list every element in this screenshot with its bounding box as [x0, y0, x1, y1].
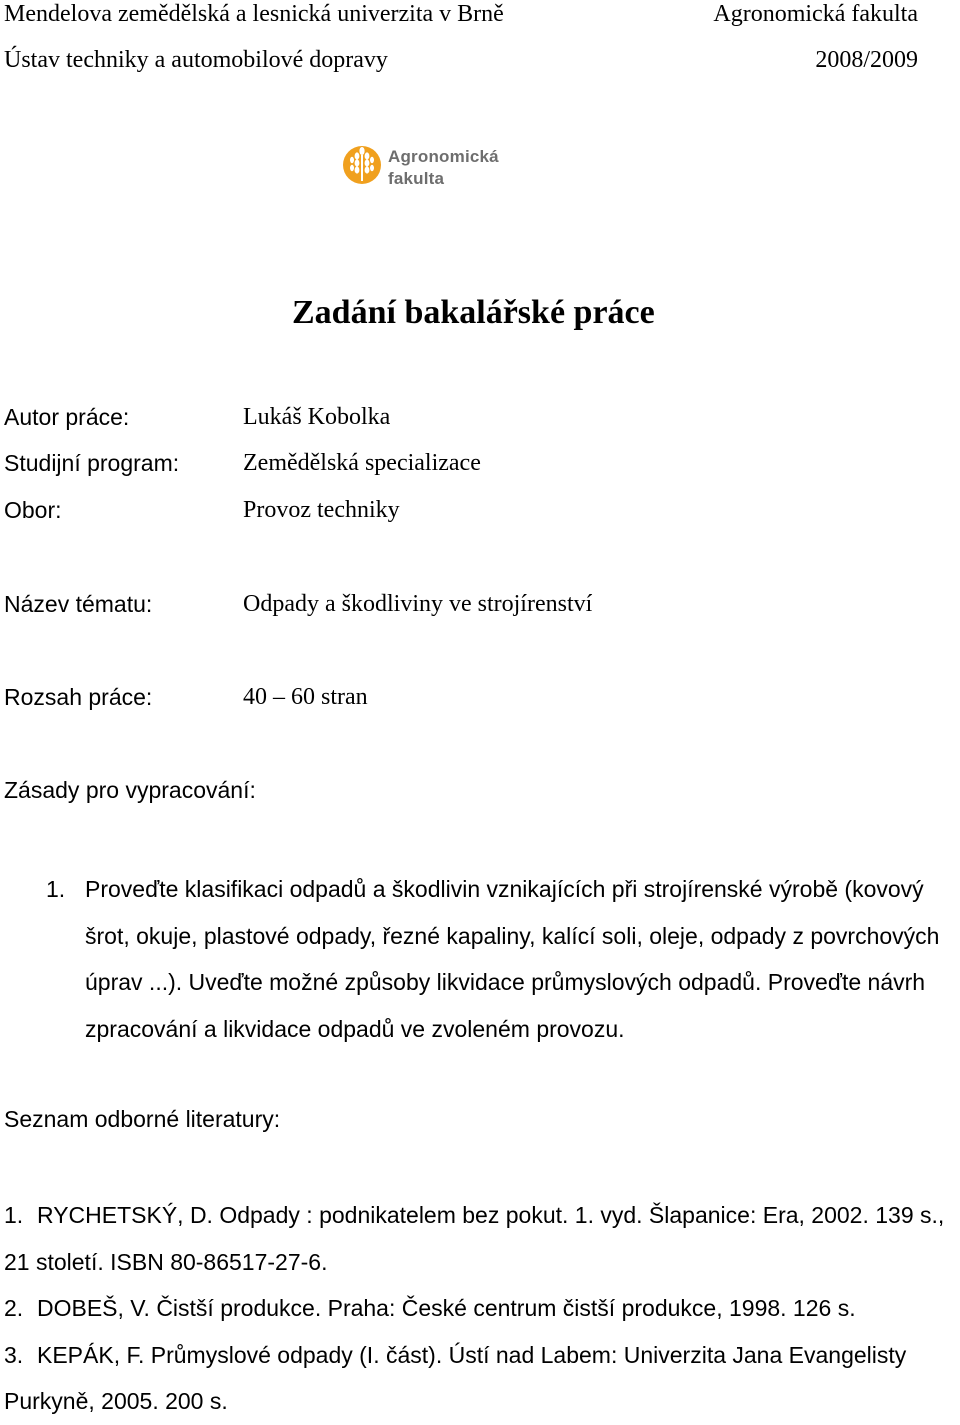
field-value: Provoz techniky	[243, 497, 400, 523]
literature-item-number: 3.	[4, 1341, 24, 1368]
guideline-text: Proveďte klasifikaci odpadů a škodlivin vznikajících při strojírenské výrobě (kovový šrot, okuje, plastové odpady, řezné kapaliny, kalící soli, oleje, odpady z povrchových úprav ...). Uveďte možné způsoby likvidace průmyslových odpadů. Proveďte návrh zpracování a likvidace odpadů ve zvoleném provozu.	[85, 876, 940, 1042]
wheat-emblem-icon	[342, 142, 382, 188]
guideline-number: 1.	[46, 876, 66, 902]
literature-item-number: 1.	[4, 1202, 24, 1228]
literature-list	[4, 1192, 954, 1425]
guidelines-heading: Zásady pro vypracování:	[4, 777, 256, 803]
field-label: Obor:	[4, 497, 62, 523]
literature-item	[4, 1285, 954, 1332]
page-title: Zadání bakalářské práce	[292, 294, 655, 331]
scope-label: Rozsah práce:	[4, 684, 153, 710]
scope-value: 40 – 60 stran	[243, 684, 368, 710]
literature-item	[4, 1192, 954, 1285]
literature-item-text: KEPÁK, F. Průmyslové odpady (I. část). Ústí nad Labem: Univerzita Jana Evangelisty Purkyně, 2005. 200 s.	[4, 1341, 907, 1414]
topic-label: Název tématu:	[4, 591, 153, 617]
author-value: Lukáš Kobolka	[243, 404, 391, 430]
faculty-name: Agronomická fakulta	[713, 1, 918, 27]
literature-item	[4, 1332, 954, 1425]
topic-value: Odpady a škodliviny ve strojírenství	[243, 591, 593, 617]
logo-line-2: fakulta	[388, 169, 445, 188]
program-label: Studijní program:	[4, 450, 180, 476]
author-label: Autor práce:	[4, 404, 130, 430]
academic-year: 2008/2009	[815, 47, 918, 73]
program-value: Zemědělská specializace	[243, 450, 481, 476]
institute-name: Ústav techniky a automobilové dopravy	[4, 47, 388, 73]
logo-text	[388, 146, 499, 190]
literature-item-text: RYCHETSKÝ, D. Odpady : podnikatelem bez pokut. 1. vyd. Šlapanice: Era, 2002. 139 s., 21 století. ISBN 80-86517-27-6.	[4, 1202, 945, 1275]
university-name: Mendelova zemědělská a lesnická univerzita v Brně	[4, 1, 504, 27]
literature-item-number: 2.	[4, 1295, 24, 1321]
literature-item-text: DOBEŠ, V. Čistší produkce. Praha: České centrum čistší produkce, 1998. 126 s.	[37, 1295, 856, 1321]
logo-line-1: Agronomická	[388, 147, 499, 166]
literature-heading: Seznam odborné literatury:	[4, 1106, 281, 1132]
faculty-logo	[342, 142, 522, 194]
